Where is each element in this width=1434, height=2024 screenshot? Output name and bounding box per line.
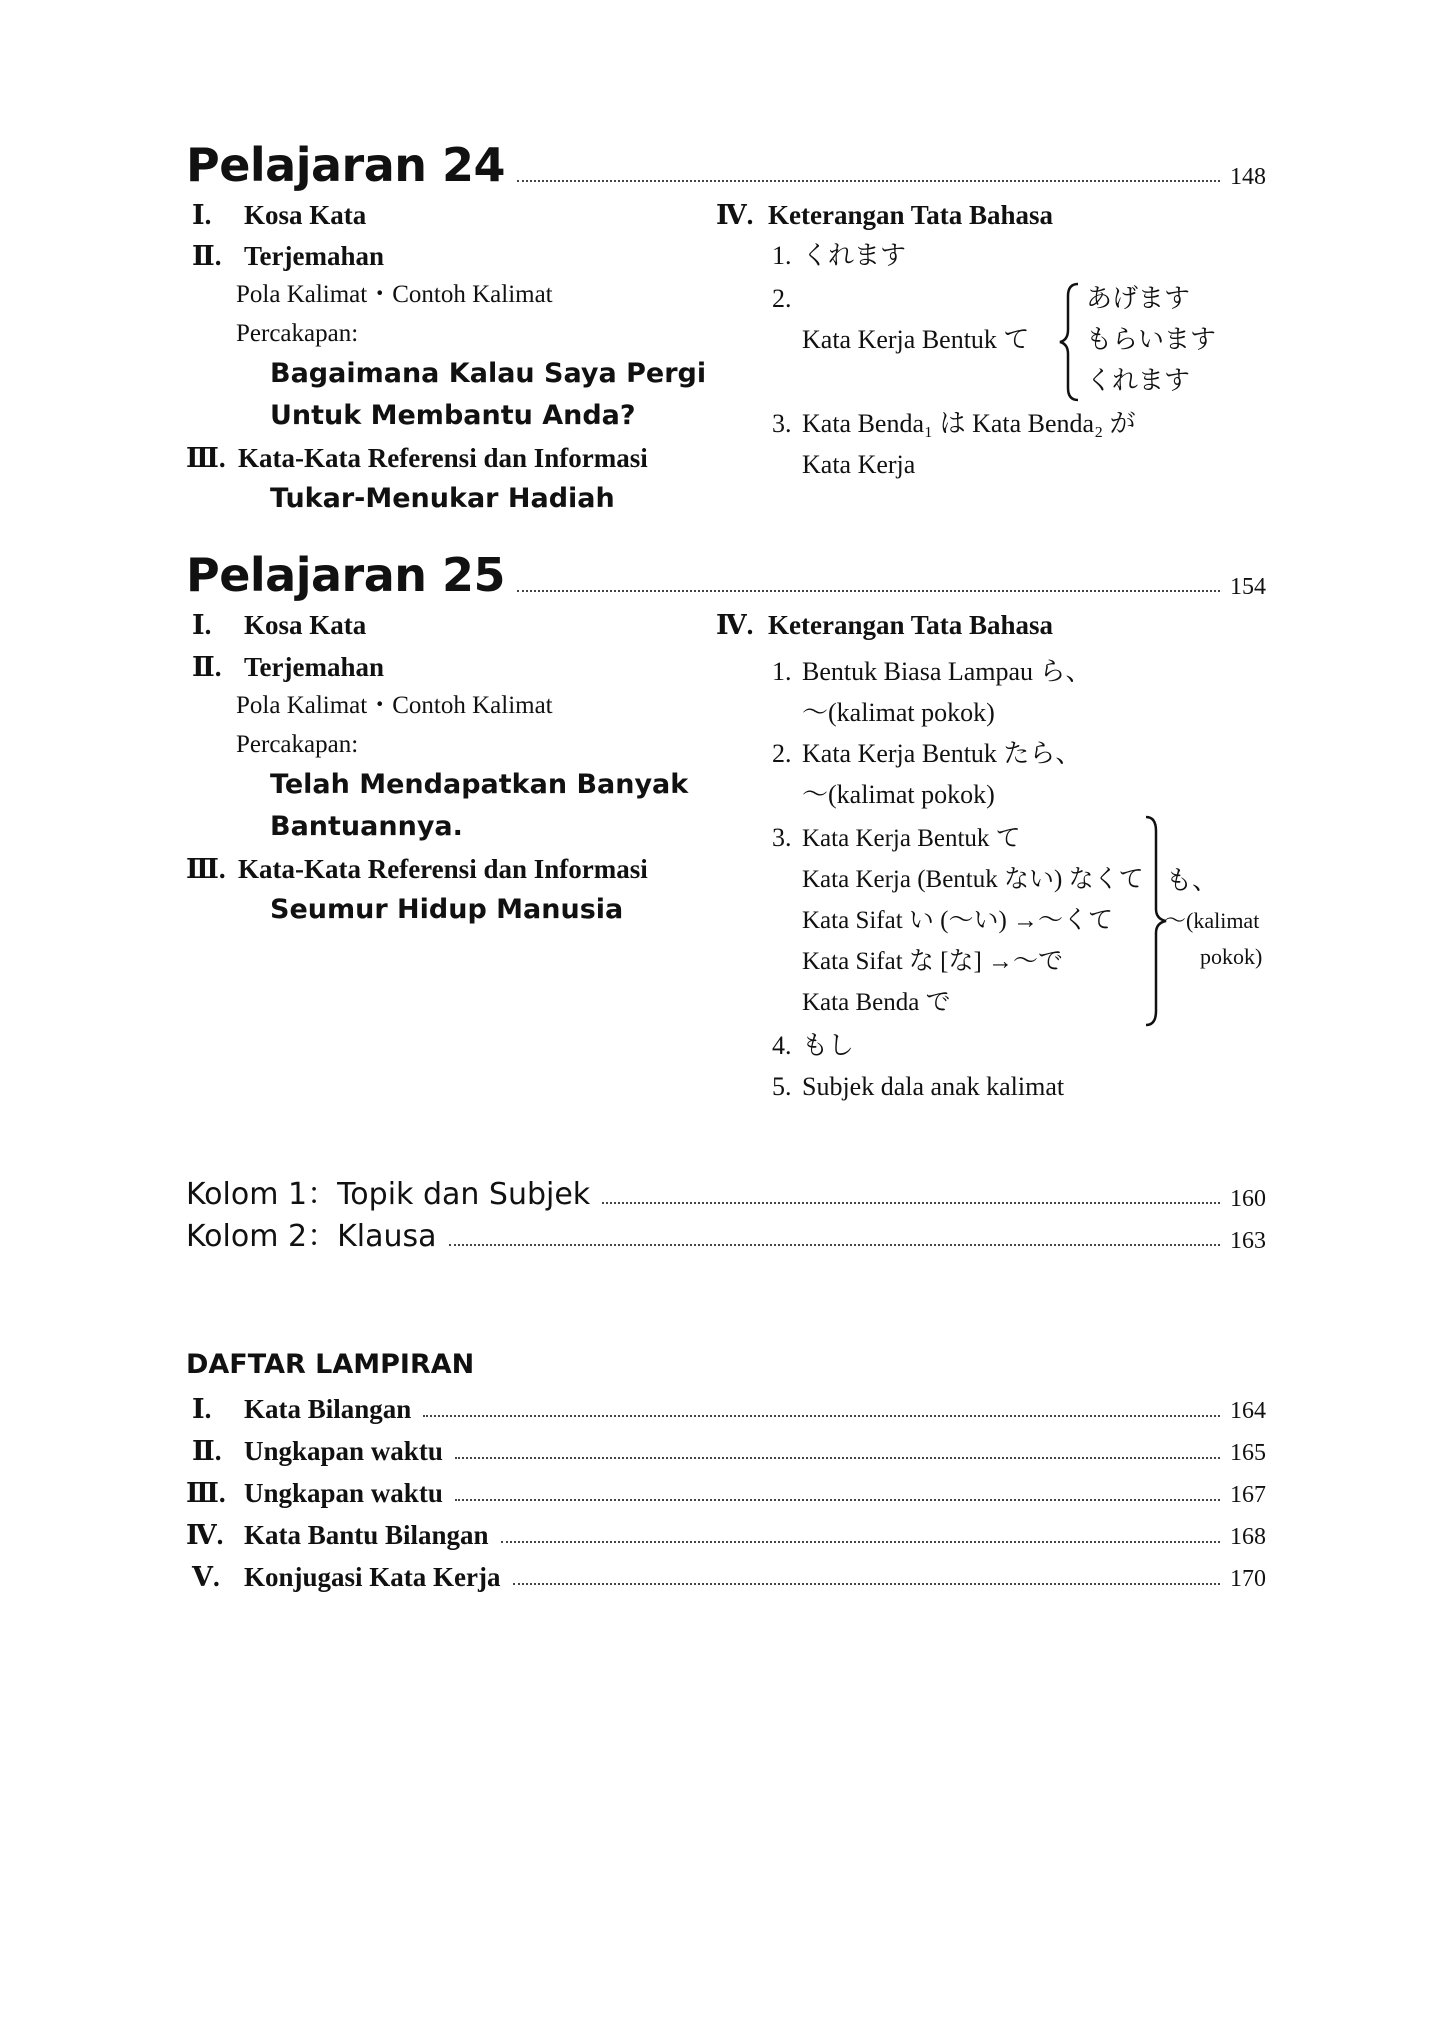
l25-grammar-2-cont: ～(kalimat pokok) [802,780,995,809]
appendix-item-1[interactable] [192,1394,1266,1424]
l25-item-2[interactable] [192,652,384,682]
l25-item-3[interactable] [186,854,648,884]
l24-grammar-1 [772,241,906,271]
l25-grammar-3-line-1: Kata Kerja Bentuk て [802,825,1021,852]
item-label: Keterangan Tata Bahasa [768,200,1054,230]
l25-grammar-3-line-4: Kata Sifat な [な] →～で [802,948,1064,975]
roman-numeral: Ⅴ. [192,1562,220,1592]
brace-icon [1056,282,1084,402]
l25-reference: Seumur Hidup Manusia [270,894,624,925]
grammar-text: Kata Kerja Bentuk たら、 [802,739,1082,768]
item-label: Kosa Kata [244,200,367,230]
l24-percakapan: Percakapan: [236,320,359,347]
column-1-page: 160 [1230,1186,1266,1212]
column-1-row[interactable] [186,1178,1266,1212]
appendix-label: Ungkapan waktu [244,1436,443,1466]
lesson-25-heading[interactable] [186,550,1266,600]
dot-leader [517,590,1220,592]
appendix-title: DAFTAR LAMPIRAN [186,1349,475,1380]
grammar-num: 2. [772,739,792,768]
dot-leader [455,1499,1220,1501]
column-2-page: 163 [1230,1228,1266,1254]
roman-numeral: Ⅱ. [192,1436,222,1466]
roman-numeral: Ⅳ. [186,1520,224,1550]
l25-grammar-3-suffix-1: も、 [1166,866,1219,895]
l24-grammar-3 [772,409,1136,439]
grammar-num: 5. [772,1072,792,1101]
l24-item-3[interactable] [186,443,648,473]
lesson-24-heading[interactable] [186,140,1266,190]
appendix-page: 168 [1230,1524,1266,1550]
roman-numeral: Ⅲ. [186,854,226,884]
appendix-label: Konjugasi Kata Kerja [244,1562,501,1592]
appendix-item-2[interactable] [192,1436,1266,1466]
l24-dialog-line-2: Untuk Membantu Anda? [270,400,636,431]
l24-grammar-3-cont: Kata Kerja [802,450,916,479]
appendix-item-5[interactable] [192,1562,1266,1592]
column-1-label: Kolom 1：Topik dan Subjek [186,1177,591,1212]
grammar-text: Subjek dala anak kalimat [802,1072,1065,1101]
roman-numeral: Ⅲ. [186,443,226,473]
dot-leader [517,180,1220,182]
l25-grammar-3-line-5: Kata Benda で [802,989,951,1016]
item-label: Kosa Kata [244,610,367,640]
l25-grammar-4 [772,1031,854,1061]
appendix-page: 165 [1230,1440,1266,1466]
appendix-item-3[interactable] [186,1478,1266,1508]
column-2-label: Kolom 2：Klausa [186,1219,437,1254]
grammar-num: 1. [772,241,792,270]
dot-leader [449,1244,1221,1246]
l25-grammar-3-suffix-2: ～(kalimat [1164,908,1260,933]
grammar-text: Bentuk Biasa Lampau ら、 [802,657,1092,686]
item-label: Keterangan Tata Bahasa [768,610,1054,640]
dot-leader [455,1457,1220,1459]
roman-numeral: Ⅳ. [716,610,754,640]
l24-grammar-2-option-1: あげます [1086,284,1191,313]
appendix-page: 170 [1230,1566,1266,1592]
grammar-text: Kata Benda₁ は Kata Benda₂ が [802,409,1136,438]
l25-grammar-5 [772,1072,1064,1102]
l24-item-4[interactable] [716,200,1053,230]
dot-leader [501,1541,1220,1543]
item-label: Terjemahan [244,652,384,682]
appendix-page: 164 [1230,1398,1266,1424]
appendix-item-4[interactable] [186,1520,1266,1550]
l24-grammar-2-option-2: もらいます [1086,325,1217,354]
appendix-label: Kata Bantu Bilangan [244,1520,489,1550]
l24-grammar-2-text: Kata Kerja Bentuk て [802,325,1030,354]
dot-leader [602,1202,1220,1204]
appendix-label: Ungkapan waktu [244,1478,443,1508]
roman-numeral: Ⅰ. [192,1394,212,1424]
l25-grammar-1-cont: ～(kalimat pokok) [802,698,995,727]
l25-grammar-3-suffix-3: pokok) [1200,944,1263,969]
roman-numeral: Ⅳ. [716,200,754,230]
l25-grammar-3-num: 3. [772,823,792,852]
roman-numeral: Ⅱ. [192,652,222,682]
l25-percakapan: Percakapan: [236,731,359,758]
item-label: Kata-Kata Referensi dan Informasi [238,443,648,473]
l25-dialog-line-2: Bantuannya. [270,811,463,842]
l25-grammar-1 [772,657,1092,687]
l24-item-2[interactable] [192,241,384,271]
lesson-24-title: Pelajaran 24 [186,138,506,192]
roman-numeral: Ⅰ. [192,200,212,230]
grammar-num: 3. [772,409,792,438]
l25-grammar-2 [772,739,1081,769]
appendix-label: Kata Bilangan [244,1394,412,1424]
l24-item-1[interactable] [192,200,366,230]
l25-grammar-3-line-3: Kata Sifat い (～い) →～くて [802,907,1114,934]
grammar-text: もし [802,1031,855,1060]
l25-pola: Pola Kalimat・Contoh Kalimat [236,692,553,719]
item-label: Kata-Kata Referensi dan Informasi [238,854,648,884]
l24-dialog-line-1: Bagaimana Kalau Saya Pergi [270,358,707,389]
grammar-num: 1. [772,657,792,686]
l24-grammar-2-option-3: くれます [1086,366,1191,395]
l24-grammar-2-num: 2. [772,284,792,313]
appendix-page: 167 [1230,1482,1266,1508]
l25-item-4[interactable] [716,610,1053,640]
grammar-num: 4. [772,1031,792,1060]
lesson-25-title: Pelajaran 25 [186,548,506,602]
roman-numeral: Ⅱ. [192,241,222,271]
l24-pola: Pola Kalimat・Contoh Kalimat [236,281,553,308]
roman-numeral: Ⅰ. [192,610,212,640]
roman-numeral: Ⅲ. [186,1478,226,1508]
lesson-25-page: 154 [1230,574,1266,600]
l25-dialog-line-1: Telah Mendapatkan Banyak [270,769,689,800]
dot-leader [513,1583,1221,1585]
dot-leader [423,1415,1220,1417]
column-2-row[interactable] [186,1220,1266,1254]
l24-reference: Tukar-Menukar Hadiah [270,483,615,514]
item-label: Terjemahan [244,241,384,271]
grammar-text: くれます [802,241,907,270]
l25-item-1[interactable] [192,610,366,640]
lesson-24-page: 148 [1230,164,1266,190]
l25-grammar-3-line-2: Kata Kerja (Bentuk ない) なくて [802,866,1144,893]
